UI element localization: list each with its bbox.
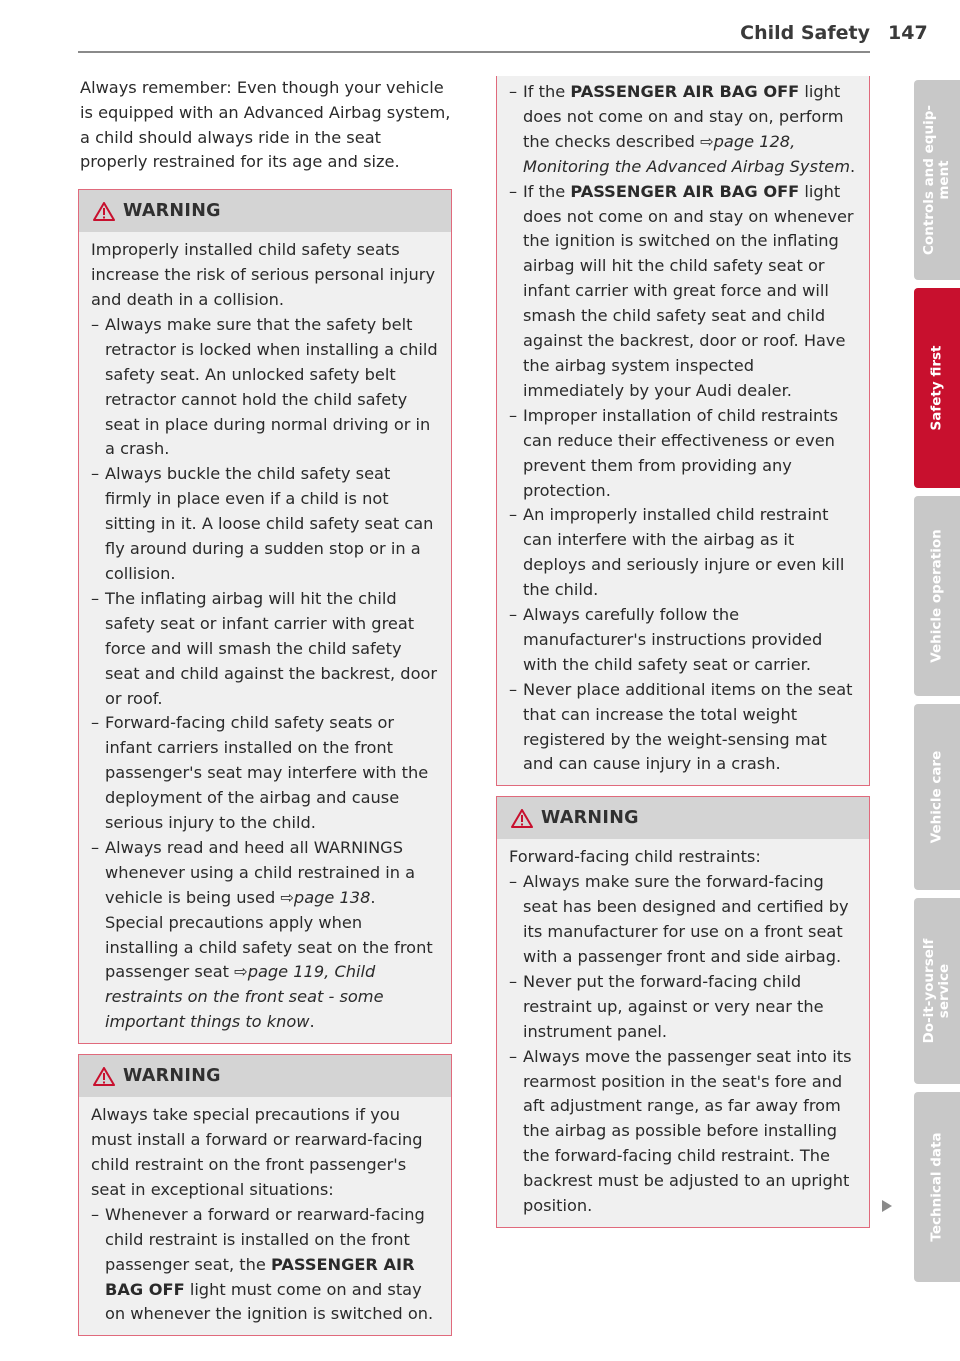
item-text: If the: [523, 82, 571, 101]
warning-body: [497, 839, 869, 1227]
item-text: Whenever a forward or rearward-facing child restraint is installed on the front passenger seat, the: [105, 1204, 425, 1274]
tab-technical-data[interactable]: [914, 1092, 960, 1282]
tab-label: Technical data: [928, 1132, 945, 1242]
tab-safety-first[interactable]: [914, 288, 960, 488]
warning-text: Always take special precautions if you must install a forward or rearward-facing child restraint on the front passenger's seat in exceptional situations:: [91, 1105, 423, 1199]
item-text: .: [309, 1012, 315, 1032]
intro-paragraph: Always remember: Even though your vehicle is equipped with an Advanced Airbag system, a child should always ride in the seat properly restrained for its age and size.: [80, 78, 451, 172]
tab-label: Controls and equip- ment: [921, 105, 952, 255]
item-text: .: [850, 156, 856, 176]
list-item: – Always carefully follow the manufacturer's instructions provided with the child safety seat or carrier.: [509, 603, 857, 678]
page-reference-link[interactable]: ⇨page 119, Child restraints on the front seat - some important things to know: [105, 962, 384, 1032]
warning-text: Forward-facing child restraints:: [509, 847, 761, 867]
item-text: . Special precautions apply when installing a child safety seat on the front passenger seat: [105, 887, 433, 982]
warning-continuation: [496, 76, 870, 786]
list-item: – Never place additional items on the seat that can increase the total weight registered by the weight-sensing mat and can cause injury in a crash.: [509, 678, 857, 778]
list-item: – Forward-facing child safety seats or infant carriers installed on the front passenger's seat may interfere with the deployment of the airbag and cause serious injury to the child.: [91, 711, 439, 836]
tab-label: Safety first: [928, 345, 945, 431]
warning-body: [79, 1097, 451, 1335]
page-number: 147: [888, 22, 928, 44]
continue-arrow-icon: [880, 1199, 894, 1213]
warning-triangle-icon: [511, 809, 533, 828]
list-item: – An improperly installed child restraint can interfere with the airbag as it deploys and seriously injure or even kill the child.: [509, 503, 857, 603]
page-reference-link[interactable]: ⇨page 128, Monitoring the Advanced Airbag System: [523, 131, 851, 176]
warning-box-1: [78, 189, 452, 1044]
section-title: Child Safety: [740, 22, 870, 44]
tab-controls-and-equipment[interactable]: [914, 80, 960, 280]
warning-header: [79, 1055, 451, 1097]
list-item: [91, 836, 439, 1035]
warning-header: [497, 797, 869, 839]
list-item: – Always buckle the child safety seat firmly in place even if a child is not sitting in it. A loose child safety seat can fly around during a sudden stop or in a collision.: [91, 462, 439, 587]
page-reference-link[interactable]: ⇨page 138: [280, 887, 371, 907]
list-item: [509, 80, 857, 180]
header-divider: [78, 51, 870, 53]
warning-label: WARNING: [123, 201, 221, 222]
indicator-name: PASSENGER AIR BAG OFF: [570, 82, 800, 101]
warning-label: WARNING: [541, 808, 639, 829]
warning-text: Improperly installed child safety seats increase the risk of serious personal injury and death in a collision.: [91, 240, 436, 309]
warning-triangle-icon: [93, 1067, 115, 1086]
warning-body: [79, 232, 451, 1043]
list-item: – Always make sure that the safety belt retractor is locked when installing a child safety seat. An unlocked safety belt retractor cannot hold the child safety seat in place during normal driving or in a crash.: [91, 313, 439, 462]
tab-label: Vehicle operation: [928, 529, 945, 663]
list-item: [91, 1203, 439, 1328]
list-item: [509, 180, 857, 404]
warning-box-3: [496, 796, 870, 1228]
list-item: – Always move the passenger seat into its rearmost position in the seat's fore and aft adjustment range, as far away from the airbag as possible before installing the forward-facing child restraint. The backrest must be adjusted to an upright position.: [509, 1045, 857, 1219]
list-item: – Improper installation of child restraints can reduce their effectiveness or even prevent them from providing any protection.: [509, 404, 857, 504]
item-text: light must come on and stay on whenever the ignition is switched on.: [105, 1279, 434, 1324]
warning-header: [79, 190, 451, 232]
indicator-name: PASSENGER AIR BAG OFF: [105, 1254, 415, 1299]
list-item: – The inflating airbag will hit the child safety seat or infant carrier with great force and will smash the child safety seat and child against the backrest, door or roof.: [91, 587, 439, 712]
tab-label: Do-it-yourself service: [921, 938, 952, 1044]
tab-do-it-yourself-service[interactable]: [914, 898, 960, 1084]
tab-vehicle-care[interactable]: [914, 704, 960, 890]
tab-label: Vehicle care: [928, 750, 945, 844]
warning-label: WARNING: [123, 1066, 221, 1087]
indicator-name: PASSENGER AIR BAG OFF: [570, 181, 800, 201]
warning-triangle-icon: [93, 202, 115, 221]
item-text: If the: [523, 181, 571, 201]
warning-box-2: [78, 1054, 452, 1336]
item-text: light does not come on and stay on, perform the checks described: [523, 82, 844, 151]
tab-vehicle-operation[interactable]: [914, 496, 960, 696]
left-column: [78, 76, 452, 1336]
right-column: [496, 76, 870, 1228]
list-item: – Always make sure the forward-facing seat has been designed and certified by its manufacturer for use on a front seat with a passenger front and side airbag.: [509, 870, 857, 970]
list-item: – Never put the forward-facing child restraint up, against or very near the instrument panel.: [509, 970, 857, 1045]
item-text: Always read and heed all WARNINGS whenever using a child restrained in a vehicle is being used: [105, 837, 416, 907]
item-text: light does not come on and stay on whenever the ignition is switched on the inflating airbag will hit the child safety seat or infant carrier with great force and will smash the child safety seat and child against the backrest, door or roof. Have the airbag system inspected immediately by your Audi dealer.: [523, 181, 854, 400]
